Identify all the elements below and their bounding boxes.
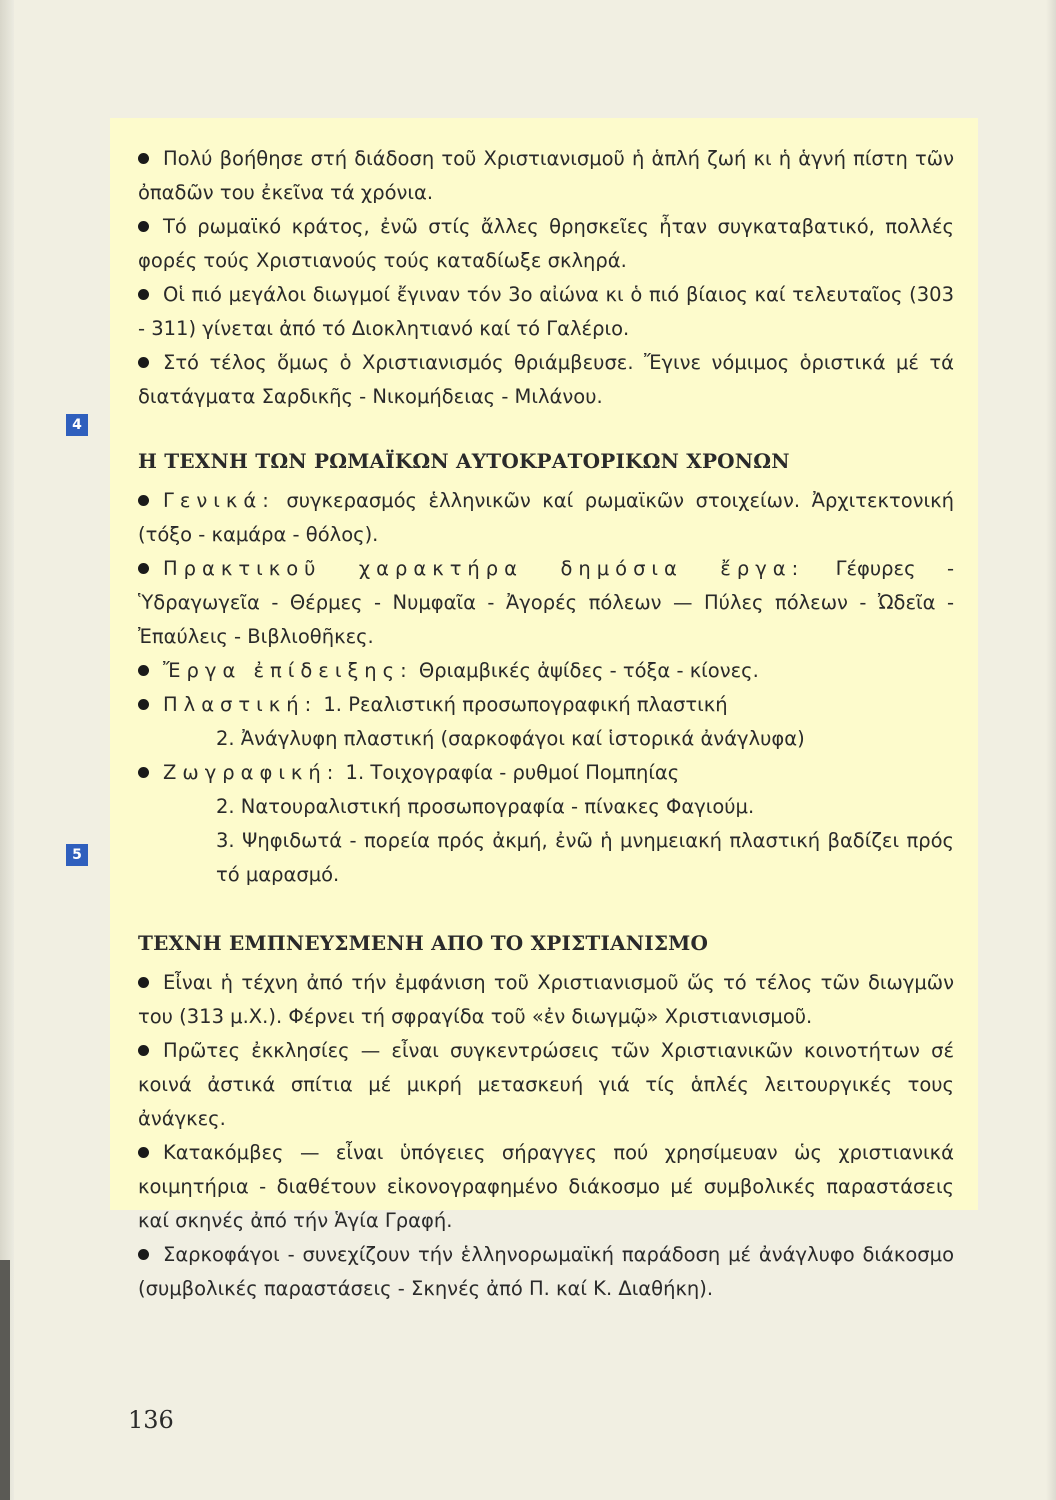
bullet-icon <box>138 1249 149 1260</box>
bullet-icon <box>138 1147 149 1158</box>
bullet-icon <box>138 153 149 164</box>
display-works-item: Ἔργα ἐπίδειξης: Θριαμβικές ἀψίδες - τόξα - κίονες. <box>138 654 954 688</box>
page-number: 136 <box>128 1406 174 1434</box>
page-edge-right <box>1046 0 1056 1500</box>
intro-paragraph: Στό τέλος ὅμως ὁ Χριστιανισμός θριάμβευσε. Ἔγινε νόμιμος ὁριστικά μέ τά διατάγματα Σαρδικῆς - Νικομήδειας - Μιλάνου. <box>138 351 954 408</box>
intro-paragraph: Οἱ πιό μεγάλοι διωγμοί ἔγιναν τόν 3ο αἰώνα κι ὁ πιό βίαιος καί τελευταῖος (303 - 311) γίνεται ἀπό τό Διοκλητιανό καί τό Γαλέριο. <box>138 283 954 340</box>
bullet-icon <box>138 767 149 778</box>
general-item: Γενικά: συγκερασμός ἑλληνικῶν καί ρωμαϊκῶν στοιχείων. Ἀρχιτεκτονική (τόξο - καμάρα - θόλος). <box>138 489 954 546</box>
sculpture-item: Πλαστική: 1. Ρεαλιστική προσωπογραφική πλαστική <box>138 688 954 722</box>
section-4-badge: 4 <box>66 414 88 436</box>
bullet-icon <box>138 563 149 574</box>
sculpture-subitem: 2. Ἀνάγλυφη πλαστική (σαρκοφάγοι καί ἱστορικά ἀνάγλυφα) <box>216 727 805 750</box>
painting-subitem: 2. Νατουραλιστική προσωπογραφία - πίνακες Φαγιούμ. <box>216 795 755 818</box>
public-works-item: Πρακτικοῦ χαρακτήρα δημόσια ἔργα: Γέφυρες - Ὑδραγωγεῖα - Θέρμες - Νυμφαῖα - Ἀγορές πόλεων — Πύλες πόλεων - Ὠδεῖα - Ἐπαύλεις - Βιβλιοθῆκες. <box>138 557 954 648</box>
page-content <box>138 138 954 1306</box>
intro-paragraph: Τό ρωμαϊκό κράτος, ἐνῶ στίς ἄλλες θρησκεῖες ἦταν συγκαταβατικό, πολλές φορές τούς Χριστιανούς τούς καταδίωξε σκληρά. <box>138 215 954 272</box>
page-edge-shadow <box>0 1260 10 1500</box>
bullet-icon <box>138 357 149 368</box>
section-5-paragraph: Σαρκοφάγοι - συνεχίζουν τήν ἑλληνορωμαϊκή παράδοση μέ ἀνάγλυφο διάκοσμο (συμβολικές παραστάσεις - Σκηνές ἀπό Π. καί Κ. Διαθήκη). <box>138 1243 954 1300</box>
section-5-badge: 5 <box>66 844 88 866</box>
bullet-icon <box>138 495 149 506</box>
painting-item: Ζωγραφική: 1. Τοιχογραφία - ρυθμοί Πομπηίας <box>138 756 954 790</box>
bullet-icon <box>138 665 149 676</box>
bullet-icon <box>138 699 149 710</box>
section-5-paragraph: Πρῶτες ἐκκλησίες — εἶναι συγκεντρώσεις τῶν Χριστιανικῶν κοινοτήτων σέ κοινά ἀστικά σπίτια μέ μικρή μετασκευή γιά τίς ἁπλές λειτουργικές τους ἀνάγκες. <box>138 1039 954 1130</box>
bullet-icon <box>138 977 149 988</box>
section-5-paragraph: Εἶναι ἡ τέχνη ἀπό τήν ἐμφάνιση τοῦ Χριστιανισμοῦ ὥς τό τέλος τῶν διωγμῶν του (313 μ.Χ.). Φέρνει τή σφραγίδα τοῦ «ἐν διωγμῷ» Χριστιανισμοῦ. <box>138 971 954 1028</box>
bullet-icon <box>138 289 149 300</box>
section-5-paragraph: Κατακόμβες — εἶναι ὑπόγειες σήραγγες πού χρησίμευαν ὡς χριστιανικά κοιμητήρια - διαθέτουν εἰκονογραφημένο διάκοσμο μέ συμβολικές παραστάσεις καί σκηνές ἀπό τήν Ἁγία Γραφή. <box>138 1141 954 1232</box>
section-4-heading: Η ΤΕΧΝΗ ΤΩΝ ΡΩΜΑΪΚΩΝ ΑΥΤΟΚΡΑΤΟΡΙΚΩΝ ΧΡΟΝΩΝ <box>138 449 790 473</box>
painting-subitem: 3. Ψηφιδωτά - πορεία πρός ἀκμή, ἐνῶ ἡ μνημειακή πλαστική βαδίζει πρός τό μαρασμό. <box>216 829 954 886</box>
intro-paragraph: Πολύ βοήθησε στή διάδοση τοῦ Χριστιανισμοῦ ἡ ἁπλή ζωή κι ἡ ἁγνή πίστη τῶν ὀπαδῶν του ἐκεῖνα τά χρόνια. <box>138 147 954 204</box>
section-5-heading: ΤΕΧΝΗ ΕΜΠΝΕΥΣΜΕΝΗ ΑΠΟ ΤΟ ΧΡΙΣΤΙΑΝΙΣΜΟ <box>138 931 709 955</box>
bullet-icon <box>138 1045 149 1056</box>
bullet-icon <box>138 221 149 232</box>
